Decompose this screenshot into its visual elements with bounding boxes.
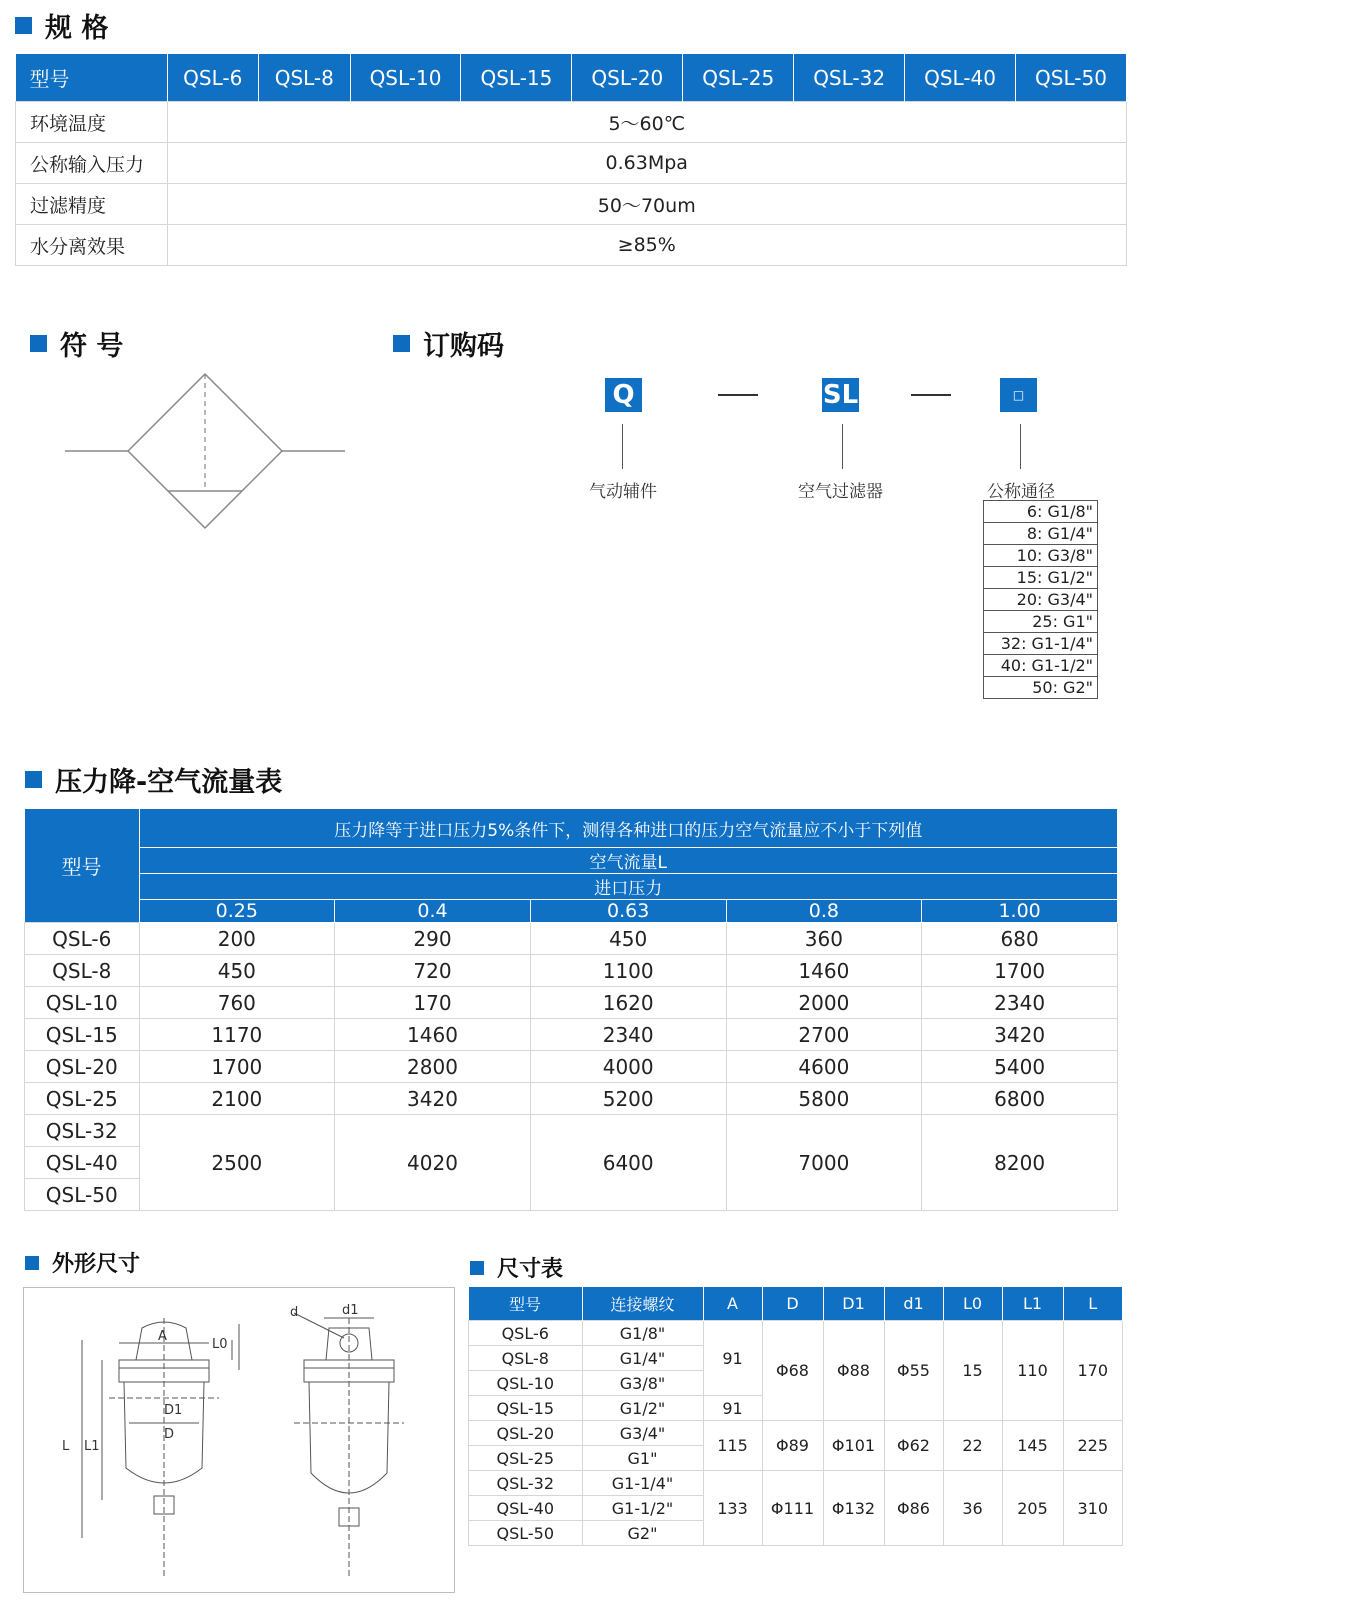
dims-model: QSL-40	[469, 1496, 583, 1521]
table-row	[16, 184, 1127, 225]
dim-label: d	[290, 1305, 299, 1320]
dims-header-cell: A	[703, 1287, 762, 1321]
flow-value: 450	[530, 923, 726, 955]
dims-thread: G1-1/2"	[582, 1496, 703, 1521]
flow-model: QSL-20	[25, 1051, 140, 1083]
dims-value: 133	[703, 1471, 762, 1546]
order-code-label: 空气过滤器	[798, 482, 883, 502]
dims-thread: G1"	[582, 1446, 703, 1471]
spec-value: 0.63Mpa	[167, 143, 1127, 184]
flow-value: 3420	[922, 1019, 1118, 1051]
spec-label: 公称输入压力	[16, 143, 168, 184]
dims-header-cell: 型号	[469, 1287, 583, 1321]
dims-header-cell: L1	[1002, 1287, 1063, 1321]
dim-label: D1	[164, 1403, 183, 1418]
flow-value: 4600	[726, 1051, 922, 1083]
flow-model: QSL-50	[25, 1179, 140, 1211]
dims-model: QSL-15	[469, 1396, 583, 1421]
flow-value: 2100	[139, 1083, 335, 1115]
dim-label: A	[158, 1329, 167, 1344]
pressure-header: 0.8	[726, 900, 922, 923]
dims-thread: G3/4"	[582, 1421, 703, 1446]
flow-value: 3420	[335, 1083, 531, 1115]
dim-label: L	[62, 1439, 70, 1454]
dims-value: Φ86	[884, 1471, 943, 1546]
table-row	[25, 1051, 1118, 1083]
flow-value: 290	[335, 923, 531, 955]
dims-header-cell: L	[1063, 1287, 1123, 1321]
flow-value: 450	[139, 955, 335, 987]
dims-value: Φ101	[823, 1421, 884, 1471]
table-row	[16, 102, 1127, 143]
dims-value: 15	[943, 1321, 1002, 1421]
dims-title	[470, 1252, 563, 1283]
section-square-icon	[15, 17, 32, 34]
table-row	[25, 1019, 1118, 1051]
dims-header-cell: D	[762, 1287, 823, 1321]
dims-value: 91	[703, 1321, 762, 1396]
pressure-header: 0.25	[139, 900, 335, 923]
dim-label: d1	[342, 1303, 359, 1318]
flow-value: 4020	[335, 1115, 531, 1211]
dims-value: 22	[943, 1421, 1002, 1471]
dims-value: 310	[1063, 1471, 1123, 1546]
spec-header-cell: QSL-40	[905, 54, 1016, 102]
nominal-size-list	[983, 500, 1098, 699]
table-row	[469, 1321, 1123, 1346]
dims-value: 110	[1002, 1321, 1063, 1421]
list-item: 15: G1/2"	[984, 567, 1098, 589]
section-square-icon	[30, 335, 47, 352]
drawing-title-text: 外形尺寸	[52, 1252, 141, 1277]
flow-value: 1620	[530, 987, 726, 1019]
section-square-icon	[470, 1261, 484, 1275]
dims-value: Φ68	[762, 1321, 823, 1421]
dims-model: QSL-8	[469, 1346, 583, 1371]
dims-value: 91	[703, 1396, 762, 1421]
order-code-title-text: 订购码	[423, 331, 504, 362]
spec-header-row	[16, 54, 1127, 102]
table-row	[16, 143, 1127, 184]
spec-label: 环境温度	[16, 102, 168, 143]
dims-value: Φ55	[884, 1321, 943, 1421]
spec-title	[15, 6, 108, 45]
spec-header-cell: QSL-10	[350, 54, 461, 102]
spec-label: 水分离效果	[16, 225, 168, 266]
flow-value: 1170	[139, 1019, 335, 1051]
flow-value: 1100	[530, 955, 726, 987]
spec-header-cell: QSL-15	[461, 54, 572, 102]
spec-value: 5～60℃	[167, 102, 1127, 143]
order-code-box-size: □	[1000, 378, 1037, 412]
pressure-header: 0.63	[530, 900, 726, 923]
flow-value: 680	[922, 923, 1118, 955]
spec-table	[15, 54, 1127, 266]
flow-value: 1700	[922, 955, 1118, 987]
order-code-connector	[842, 424, 843, 469]
dims-model: QSL-20	[469, 1421, 583, 1446]
flow-value: 6400	[530, 1115, 726, 1211]
spec-header-cell: QSL-6	[167, 54, 259, 102]
flow-value: 1700	[139, 1051, 335, 1083]
flow-value: 200	[139, 923, 335, 955]
flow-value: 170	[335, 987, 531, 1019]
table-row	[16, 225, 1127, 266]
dims-model: QSL-32	[469, 1471, 583, 1496]
flow-value: 2000	[726, 987, 922, 1019]
dims-model: QSL-50	[469, 1521, 583, 1546]
dims-value: Φ132	[823, 1471, 884, 1546]
spec-title-text: 规 格	[45, 13, 109, 44]
table-row	[25, 1083, 1118, 1115]
pressure-header: 1.00	[922, 900, 1118, 923]
pressure-header: 0.4	[335, 900, 531, 923]
dims-value: 205	[1002, 1471, 1063, 1546]
dims-model: QSL-6	[469, 1321, 583, 1346]
dims-thread: G3/8"	[582, 1371, 703, 1396]
dimension-table	[468, 1287, 1123, 1546]
symbol-title-text: 符 号	[60, 331, 124, 362]
flow-model: QSL-10	[25, 987, 140, 1019]
flow-model: QSL-8	[25, 955, 140, 987]
order-code-connector	[622, 424, 623, 469]
flow-value: 2340	[530, 1019, 726, 1051]
list-item: 20: G3/4"	[984, 589, 1098, 611]
dims-header-row	[469, 1287, 1123, 1321]
flow-value: 760	[139, 987, 335, 1019]
section-square-icon	[393, 335, 410, 352]
order-code-box-sl: SL	[822, 380, 859, 410]
flow-value: 360	[726, 923, 922, 955]
table-row	[25, 923, 1118, 955]
spec-value: ≥85%	[167, 225, 1127, 266]
dims-title-text: 尺寸表	[497, 1257, 564, 1282]
flow-title	[25, 760, 282, 799]
spec-header-cell: QSL-8	[259, 54, 351, 102]
dims-value: 36	[943, 1471, 1002, 1546]
flow-model: QSL-15	[25, 1019, 140, 1051]
flow-model-header: 型号	[25, 809, 140, 923]
list-item: 40: G1-1/2"	[984, 655, 1098, 677]
dims-thread: G1/8"	[582, 1321, 703, 1346]
flow-value: 1460	[726, 955, 922, 987]
order-code-box-q: Q	[605, 378, 642, 412]
table-row	[25, 1115, 1118, 1147]
list-item: 25: G1"	[984, 611, 1098, 633]
order-code-title	[393, 324, 504, 363]
dim-label: L1	[84, 1439, 100, 1454]
dims-header-cell: 连接螺纹	[582, 1287, 703, 1321]
dims-value: 145	[1002, 1421, 1063, 1471]
dims-model: QSL-25	[469, 1446, 583, 1471]
flow-value: 6800	[922, 1083, 1118, 1115]
spec-label: 过滤精度	[16, 184, 168, 225]
dims-value: Φ62	[884, 1421, 943, 1471]
list-item: 32: G1-1/4"	[984, 633, 1098, 655]
flow-value: 720	[335, 955, 531, 987]
dims-value: Φ111	[762, 1471, 823, 1546]
dims-model: QSL-10	[469, 1371, 583, 1396]
flow-value: 7000	[726, 1115, 922, 1211]
spec-header-cell: 型号	[16, 54, 168, 102]
table-row	[25, 987, 1118, 1019]
dims-thread: G1/4"	[582, 1346, 703, 1371]
flow-title-text: 压力降-空气流量表	[55, 767, 283, 798]
order-code-dash	[718, 394, 758, 396]
filter-outline-icon	[24, 1288, 454, 1592]
flow-model: QSL-32	[25, 1115, 140, 1147]
spec-header-cell: QSL-25	[683, 54, 794, 102]
dims-value: Φ89	[762, 1421, 823, 1471]
order-code-connector	[1020, 424, 1021, 469]
order-code-label: 公称通径	[987, 482, 1055, 502]
dim-label: D	[164, 1427, 175, 1442]
spec-header-cell: QSL-32	[794, 54, 905, 102]
table-row	[469, 1471, 1123, 1496]
dims-thread: G2"	[582, 1521, 703, 1546]
flow-value: 2500	[139, 1115, 335, 1211]
flow-value: 5400	[922, 1051, 1118, 1083]
list-item: 8: G1/4"	[984, 523, 1098, 545]
table-row	[469, 1421, 1123, 1446]
flow-value: 4000	[530, 1051, 726, 1083]
outline-drawing	[23, 1287, 455, 1593]
dims-header-cell: D1	[823, 1287, 884, 1321]
section-square-icon	[25, 1256, 39, 1270]
list-item: 6: G1/8"	[984, 501, 1098, 523]
dims-value: 115	[703, 1421, 762, 1471]
spec-value: 50～70um	[167, 184, 1127, 225]
dims-thread: G1-1/4"	[582, 1471, 703, 1496]
flow-value: 1460	[335, 1019, 531, 1051]
flow-value: 5200	[530, 1083, 726, 1115]
flow-sub-header: 进口压力	[139, 874, 1118, 900]
spec-header-cell: QSL-20	[572, 54, 683, 102]
flow-value: 2800	[335, 1051, 531, 1083]
dims-header-cell: d1	[884, 1287, 943, 1321]
flow-model: QSL-40	[25, 1147, 140, 1179]
dims-value: Φ88	[823, 1321, 884, 1421]
order-code-label: 气动辅件	[589, 482, 657, 502]
symbol-title	[30, 324, 123, 363]
list-item: 10: G3/8"	[984, 545, 1098, 567]
order-code-dash	[911, 394, 951, 396]
flow-value: 8200	[922, 1115, 1118, 1211]
dims-value: 225	[1063, 1421, 1123, 1471]
dim-label: L0	[212, 1337, 228, 1352]
list-item: 50: G2"	[984, 677, 1098, 699]
flow-model: QSL-6	[25, 923, 140, 955]
flow-value: 5800	[726, 1083, 922, 1115]
flow-model: QSL-25	[25, 1083, 140, 1115]
dims-header-cell: L0	[943, 1287, 1002, 1321]
dims-value: 170	[1063, 1321, 1123, 1421]
flow-table	[24, 808, 1118, 1211]
flow-value: 2340	[922, 987, 1118, 1019]
flow-value: 2700	[726, 1019, 922, 1051]
filter-symbol-icon	[60, 366, 350, 536]
dims-thread: G1/2"	[582, 1396, 703, 1421]
table-row	[25, 955, 1118, 987]
drawing-title	[25, 1247, 140, 1278]
flow-caption: 压力降等于进口压力5%条件下，测得各种进口的压力空气流量应不小于下列值	[139, 809, 1118, 848]
section-square-icon	[25, 771, 42, 788]
spec-header-cell: QSL-50	[1016, 54, 1127, 102]
flow-sub-header: 空气流量L	[139, 848, 1118, 874]
